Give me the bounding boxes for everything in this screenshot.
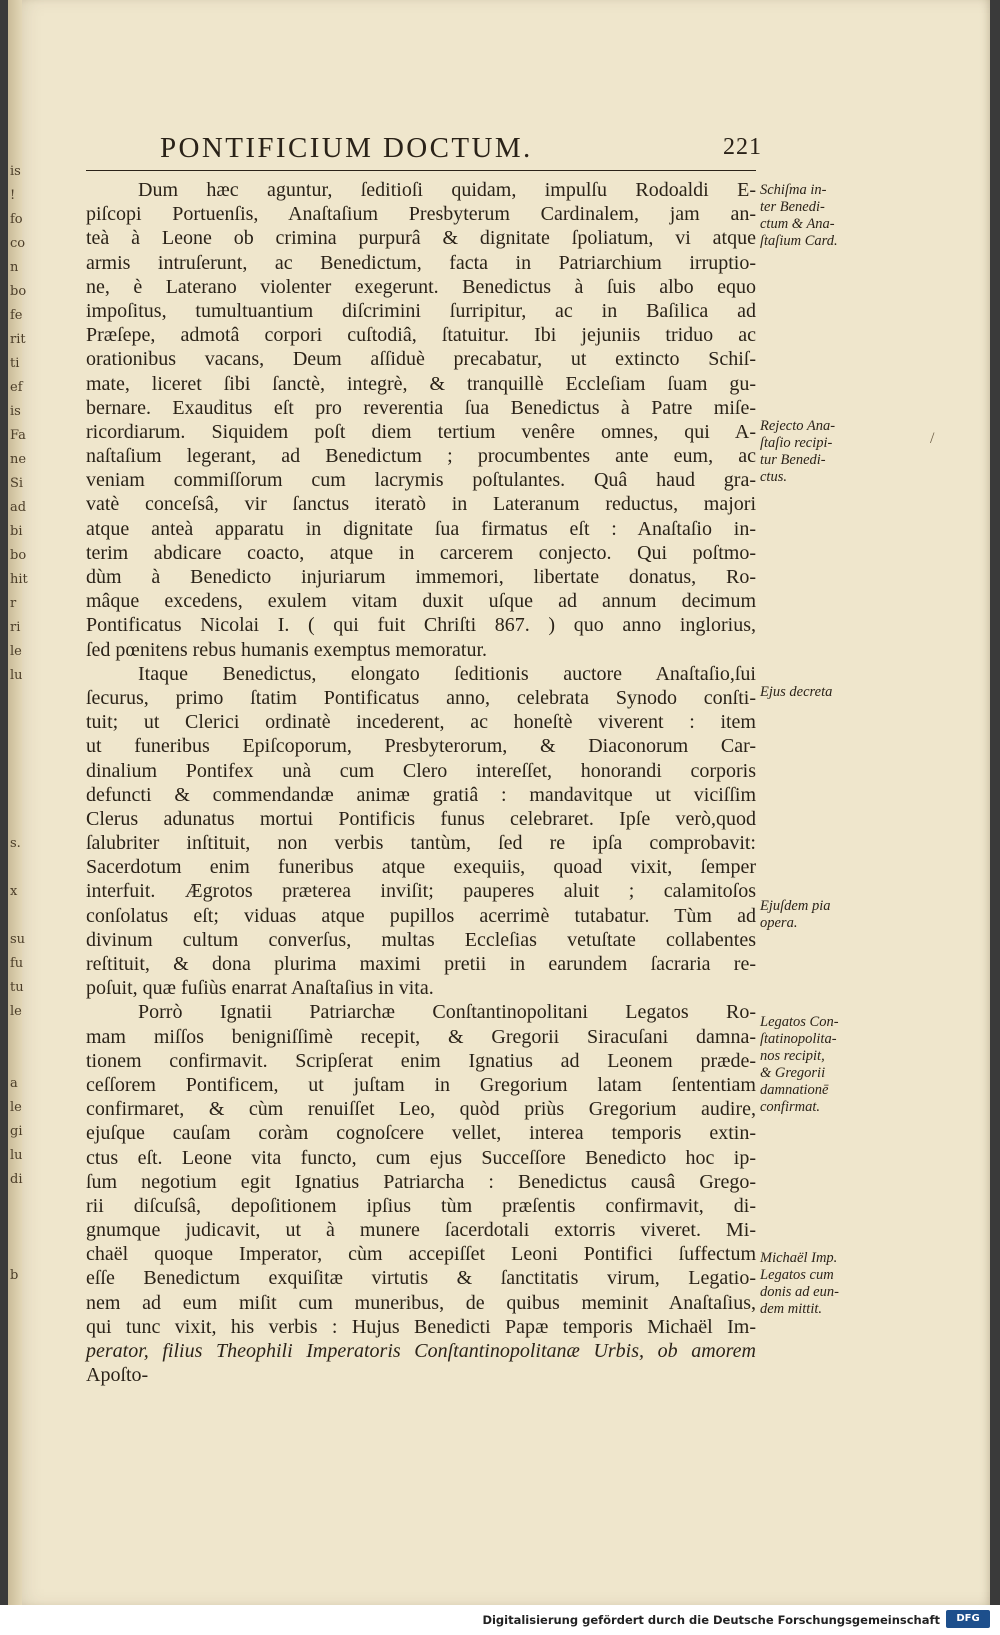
text-line: Clerus adunatus mortui Pontificis funus celebraret. Ipſe verò,quod — [86, 807, 756, 830]
margin-note-legatos — [760, 1014, 870, 1116]
text-line: piſcopi Portuenſis, Anaſtaſium Presbyterum Cardinalem, jam an- — [86, 203, 756, 226]
text-line: terim abdicare coacto, atque in carcerem conjecto. Qui poſtmo- — [86, 541, 756, 564]
text-line: ejuſque cauſam coràm cognoſcere vellet, interea temporis extin- — [86, 1122, 756, 1145]
text-line: dinalium Pontifex unà cum Clero intereſſet, honorandi corporis — [86, 759, 756, 782]
page-header — [88, 132, 768, 172]
margin-note-rejecto — [760, 418, 870, 486]
text-line: atque anteà apparatu in dignitate ſua firmatus eſt : Anaſtaſio in- — [86, 517, 756, 540]
margin-note-line: confirmat. — [760, 1099, 821, 1115]
facing-page-edge — [8, 0, 28, 1605]
text-line: ut funeribus Epiſcoporum, Presbyterorum, & Diaconorum Car- — [86, 735, 756, 758]
margin-note-line: donis ad eun- — [760, 1284, 839, 1300]
margin-note-line: Ejuſdem pia — [760, 898, 831, 914]
text-line: ricordiarum. Siquidem poſt diem tertium venêre omnes, qui A- — [86, 420, 756, 443]
facing-page-fragments: is ! fo co n bo fe rit ti ef is Fa ne Si ad bi bo hit r ri le lu s. x su fu tu le a le gi lu di b — [10, 164, 28, 1283]
text-line: orationibus vacans, Deum aſſiduè precabatur, ut extincto Schiſ- — [86, 348, 756, 371]
text-line: reſtituit, & dona plurima maximi pretii in earundem ſacraria re- — [86, 953, 756, 975]
text-line: tionem confirmavit. Scripſerat enim Ignatius ad Leonem præde- — [86, 1049, 756, 1072]
text-line: ſalubriter inſtituit, non verbis tantùm, ſed re ipſa comprobavit: — [86, 832, 756, 855]
text-line: perator, filius Theophili Imperatoris Conſtantinopolitanæ Urbis, ob amorem — [86, 1340, 756, 1362]
funding-credit: Digitalisierung gefördert durch die Deutsche Forschungsgemeinschaft — [482, 1613, 940, 1627]
margin-note-line: Legatos cum — [760, 1267, 834, 1283]
margin-note-line: nos recipit, — [760, 1048, 825, 1064]
text-line: dùm à Benedicto injuriarum immemori, libertate donatus, Ro- — [86, 566, 756, 588]
margin-note-line: ctum & Ana- — [760, 216, 835, 232]
margin-note-line: Schiſma in- — [760, 182, 827, 198]
text-line: ne, è Laterano violenter exegerunt. Benedictus à ſuis albo equo — [86, 275, 756, 298]
running-head: PONTIFICIUM DOCTUM. — [160, 132, 533, 164]
margin-note-line: ſtaſio recipi- — [760, 435, 833, 451]
text-line: naſtaſium legerant, ad Benedictum ; procumbentes ante eum, ac — [86, 445, 756, 468]
margin-note-line: ctus. — [760, 469, 787, 485]
text-line: Porrò Ignatii Patriarchæ Conſtantinopolitani Legatos Ro- — [138, 1001, 756, 1024]
stray-pencil-mark: / — [930, 430, 935, 447]
text-line: mâque excedens, exulem vitam duxit uſque ad annum decimum — [86, 590, 756, 613]
text-line: ſum negotium egit Ignatius Patriarcha : Benedictus causâ Grego- — [86, 1170, 756, 1193]
text-line: impoſitus, tumultuantium diſcrimini ſurripitur, ac in Baſilica ad — [86, 299, 756, 322]
text-line: armis intruſerunt, ac Benedictum, facta in Patriarchium irruptio- — [86, 251, 756, 274]
text-line: interfuit. Ægrotos præterea inviſit; pauperes aluit ; calamitoſos — [86, 880, 756, 903]
text-line: confirmaret, & cùm renuiſſet Leo, quòd priùs Gregorium audire, — [86, 1098, 756, 1121]
text-line: mam miſſos benigniſſimè recepit, & Gregorii Siracuſani damna- — [86, 1025, 756, 1048]
margin-note-line: damnationē — [760, 1082, 829, 1098]
header-rule — [86, 170, 756, 171]
text-line: ceſſorem Pontificem, ut juſtam in Gregorium latam ſententiam — [86, 1073, 756, 1096]
text-line: conſolatus eſt; viduas atque pupillos acerrimè tutabatur. Tùm ad — [86, 904, 756, 927]
margin-note-line: Legatos Con- — [760, 1014, 839, 1030]
book-page — [8, 0, 990, 1605]
dfg-logo: DFG — [946, 1610, 990, 1628]
text-line: Apoſto- — [86, 1364, 149, 1387]
page-number: 221 — [723, 134, 762, 160]
body-text — [86, 178, 756, 1387]
text-line: Præſepe, admotâ corpori cuſtodiâ, ſtatuitur. Ibi jejuniis triduo ac — [86, 324, 756, 347]
margin-note-line: opera. — [760, 915, 798, 931]
text-line: Sacerdotum enim funeribus atque exequiis, quoad vixit, ſemper — [86, 856, 756, 879]
text-line: bernare. Exauditus eſt pro reverentia ſua Benedictus à Patre miſe- — [86, 396, 756, 419]
text-line: nem ad eum miſit cum muneribus, de quibus meminit Anaſtaſius, — [86, 1291, 756, 1314]
margin-note-schism — [760, 182, 870, 250]
margin-note-line: Ejus decreta — [760, 684, 833, 700]
text-line: defuncti & commendandæ animæ gratiâ : mandavitque ut viciſſim — [86, 783, 756, 806]
margin-note-opera — [760, 898, 870, 932]
text-line: chaël quoque Imperator, cùm accepiſſet Leoni Pontifici ſuffectum — [86, 1243, 756, 1266]
text-line: ctus eſt. Leone vita functo, cum ejus Succeſſore Benedicto hoc ip- — [86, 1146, 756, 1169]
digitization-footer — [0, 1605, 1000, 1635]
margin-note-line: Rejecto Ana- — [760, 418, 836, 434]
margin-note-line: ſtaſium Card. — [760, 233, 838, 249]
margin-note-line: tur Benedi- — [760, 452, 826, 468]
margin-note-michael — [760, 1250, 870, 1318]
text-line: ſecurus, primo ſtatim Pontificatus anno, celebrata Synodo conſti- — [86, 686, 756, 709]
text-line: Pontificatus Nicolai I. ( qui fuit Chriſti 867. ) quo anno inglorius, — [86, 614, 756, 637]
margin-note-line: & Gregorii — [760, 1065, 826, 1081]
text-line: vatè conceſsâ, vir ſanctus iteratò in Lateranum reductus, majori — [86, 493, 756, 516]
text-line: Dum hæc aguntur, ſeditioſi quidam, impulſu Rodoaldi E- — [138, 179, 756, 201]
margin-note-line: ter Benedi- — [760, 199, 825, 215]
text-line: tuit; ut Clerici ordinatè incederent, ac honeſtè viverent : item — [86, 711, 756, 734]
text-line: ſed pœnitens rebus humanis exemptus memoratur. — [86, 638, 488, 661]
text-line: rii diſcuſsâ, depoſitionem ipſius tùm præſentis confirmavit, di- — [86, 1194, 756, 1217]
margin-note-line: ſtatinopolita- — [760, 1031, 837, 1047]
text-line: mate, liceret ſibi ſanctè, integrè, & tranquillè Eccleſiam ſuam gu- — [86, 372, 756, 395]
margin-note-decreta — [760, 684, 870, 701]
text-line: qui tunc vixit, his verbis : Hujus Benedicti Papæ temporis Michaël Im- — [86, 1315, 756, 1338]
text-line: poſuit, quæ fuſiùs enarrat Anaſtaſius in vita. — [86, 977, 434, 1000]
text-line: teà à Leone ob crimina purpurâ & dignitate ſpoliatum, vi atque — [86, 227, 756, 250]
margin-note-line: Michaël Imp. — [760, 1250, 838, 1266]
text-line: eſſe Benedictum exquiſitæ virtutis & ſanctitatis virum, Legatio- — [86, 1267, 756, 1290]
text-line: divinum cultum converſus, multas Eccleſias vetuſtate collabentes — [86, 928, 756, 951]
text-line: gnumque judicavit, ut à munere ſacerdotali extorris viveret. Mi- — [86, 1219, 756, 1242]
text-line: Itaque Benedictus, elongato ſeditionis auctore Anaſtaſio,ſui — [138, 662, 756, 685]
margin-note-line: dem mittit. — [760, 1301, 823, 1317]
text-line: veniam commiſſorum cum lacrymis poſtulantes. Quâ haud gra- — [86, 469, 756, 492]
